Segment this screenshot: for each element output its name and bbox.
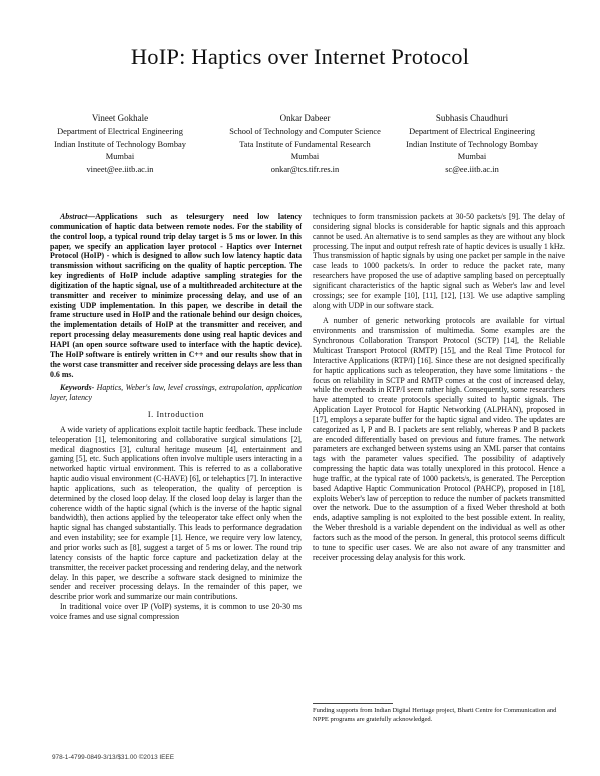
- body-paragraph: A number of generic networking protocols are available for virtual environments and transmission of multimedia. Some examples are the Synchronous Collaboration Transport Protocol (SCTP) [14], the Reliable Multicast Transport Protocol (RMTP) [15], and the Real Time Protocol for Interactive Applications (RTP/I) [16]. Since these are not designed specifically for haptic applications such as teleoperation, they have some limitations - the focus on reliability in SCTP and RMTP comes at the cost of increased delay, while the overheads in RTP/I seem rather high. Consequently, some researchers have attempted to create protocols specially suited to haptic signals. The Application Layer Protocol for Haptic Networking (ALPHAN), proposed in [17], employs a separate buffer for the haptic signal and video. The updates are categorized as I, P and B. I packets are sent reliably, whereas P and B packets are encoded differentially based on previous and future frames. The network parameters are exchanged between systems using an XML parser that contains tags with the parameter values specified. The possibility of adaptively compressing the haptic data was totally unexplored in this protocol. Hence a huge traffic, at the typical rate of 1000 packets/s, is generated. The Perception based Adaptive Haptic Communication Protocol (PAHCP), proposed in [18], exploits Weber's law of perception to reduce the number of packets transmitted over the network. Due to the assumption of a fixed Weber threshold at both ends, adaptive sampling is not exploited to the best possible extent. In reality, the Weber threshold is a variable dependent on the individual as well as other factors such as the mood of the person. In general, this protocol seems difficult to tune to specific user cases. We are also not aware of any transmitter and receiver processing delay analysis for this work.: [313, 316, 565, 562]
- body-paragraph: techniques to form transmission packets at 30-50 packets/s [9]. The delay of considering signal blocks is considerable for haptic signals and this approach cannot be used. An alternative is to send samples as they are without any block processing. The input and output refresh rate of haptic devices is usually 1 kHz. Thus transmission of haptic signals by using one packet per sample in the naive case leads to 1000 packets/s. In order to reduce the packet rate, many researchers have proposed the use of adaptive sampling based on perceptually significant characteristics of the haptic signal such as Weber's law and level crossings; see for example [10], [11], [12], [13]. We use adaptive sampling along with UDP in our software stack.: [313, 212, 565, 310]
- abstract-label: Abstract: [60, 212, 88, 221]
- abstract-text: —Applications such as telesurgery need low latency communication of haptic data between remote nodes. For the stability of the control loop, a typical round trip delay target is 5 ms or lower. In this paper, we specify an application layer protocol - Haptics over Internet Protocol (HoIP) - which is designed to allow such low latency haptic data transmission without sacrificing on the quality of haptic perception. The key ingredients of HoIP include adaptive sampling strategies for the digitization of the haptic signal, use of a multithreaded architecture at the transmitter and receiver to minimize processing delay, and use of an existing UDP implementation. In this paper, we describe in detail the frame structure used in HoIP and the rationale behind our design choices, the implementation details of HoIP at the transmitter and receiver, and report processing delay measurements done using real haptic devices and HAPI (an open source software used to interface with the haptic device). The HoIP software is entirely written in C++ and our results show that in the worst case transmitter and receiver side processing delays are less than 0.6 ms.: [50, 212, 302, 379]
- body-paragraph: In traditional voice over IP (VoIP) systems, it is common to use 20-30 ms voice frames and use signal compression: [50, 602, 302, 621]
- author-3: [392, 112, 552, 176]
- author-email: onkar@tcs.tifr.res.in: [270, 164, 340, 174]
- keywords: [50, 383, 302, 403]
- author-dept: Department of Electrical Engineering: [57, 127, 183, 137]
- right-column: [313, 212, 565, 563]
- author-city: Mumbai: [290, 152, 320, 162]
- footnote-text: Funding supports from Indian Digital Heritage project, Bharti Centre for Communication and NPPE programs are gratefully acknowledged.: [313, 707, 557, 723]
- body-paragraph: A wide variety of applications exploit tactile haptic feedback. These include teleoperation [1], telemonitoring and collaborative surgical simulations [2], medical diagnostics [3], cultural heritage museum [4], entertainment and gaming [5], etc. Such applications often involve multiple users interacting in a networked haptic virtual environment. This is referred to as a collaborative haptic audio visual environment (C-HAVE) [6], or telehaptics [7]. In interactive haptic applications, such as teleoperation, the quality of perception is determined by the closed loop delay. If the closed loop delay is larger than the coherence width of the haptic signal (which is the inverse of the haptic signal bandwidth), then actions applied by the teleoperator take effect only when the haptic signal has changed substantially. This leads to performance degradation and even instability; see for example [1]. Hence, we require very low latency, and prior works such as [8], suggest a target of 5 ms or lower. The round trip latency consists of the haptic force capture and packetization delay at the transmitter, the receiver packet processing and rendering delay, and the network delay. In this paper, we describe a software stack designed to minimize the sender and receiver processing delays. In the remainder of this paper, we describe prior work and summarize our main contributions.: [50, 424, 303, 602]
- author-email: sc@ee.iitb.ac.in: [445, 164, 499, 174]
- paper-title: HoIP: Haptics over Internet Protocol: [130, 44, 470, 69]
- isbn-copyright: 978-1-4799-0849-3/13/$31.00 ©2013 IEEE: [52, 754, 174, 761]
- author-inst: Tata Institute of Fundamental Research: [239, 139, 371, 149]
- author-name: Onkar Dabeer: [279, 113, 331, 123]
- section-heading: I. Introduction: [147, 410, 205, 420]
- keywords-text: - Haptics, Weber's law, level crossings, extrapolation, application layer, latency: [50, 383, 302, 403]
- author-2: [215, 112, 395, 176]
- author-dept: School of Technology and Computer Science: [229, 127, 381, 137]
- abstract: [50, 212, 302, 379]
- author-1: [40, 112, 200, 176]
- footnote: [313, 703, 565, 724]
- keywords-label: Keywords: [60, 383, 92, 393]
- footnote-rule: [313, 703, 393, 704]
- author-name: Subhasis Chaudhuri: [435, 113, 509, 123]
- author-dept: Department of Electrical Engineering: [409, 127, 535, 137]
- left-column: [50, 212, 302, 622]
- author-inst: Indian Institute of Technology Bombay: [54, 139, 186, 149]
- author-city: Mumbai: [457, 152, 487, 162]
- author-email: vineet@ee.iitb.ac.in: [86, 164, 154, 174]
- author-city: Mumbai: [105, 152, 135, 162]
- author-inst: Indian Institute of Technology Bombay: [406, 139, 538, 149]
- author-name: Vineet Gokhale: [91, 113, 149, 123]
